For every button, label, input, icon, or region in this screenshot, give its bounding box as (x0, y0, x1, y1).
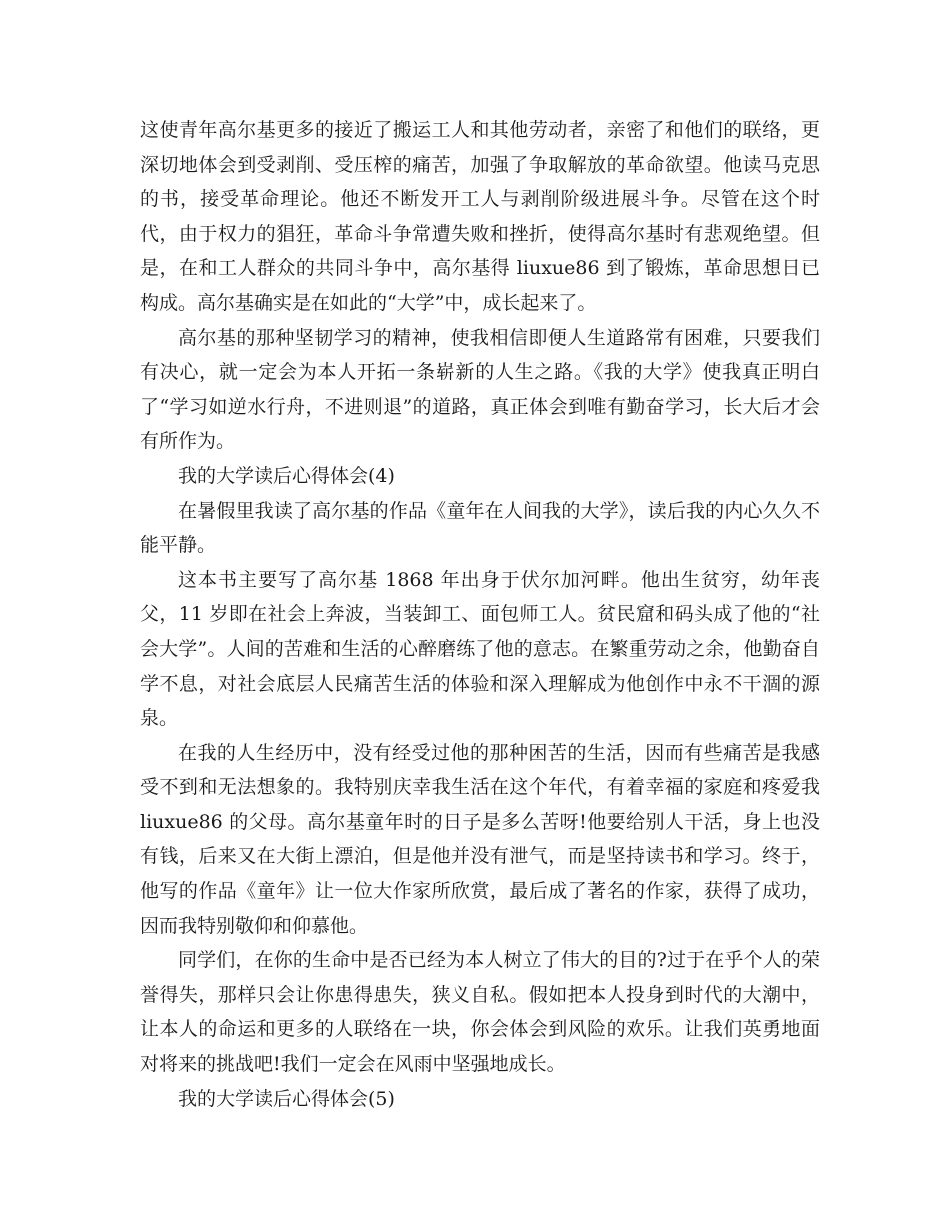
section-heading: 我的大学读后心得体会(4) (178, 464, 395, 487)
paragraph-body: 同学们，在你的生命中是否已经为本人树立了伟大的目的?过于在乎个人的荣誉得失，那样只会让你患得患失，狭义自私。假如把本人投身到时代的大潮中，让本人的命运和更多的人联络在一块，你会体会到风险的欢乐。让我们英勇地面对将来的挑战吧!我们一定会在风雨中坚强地成长。 (140, 949, 820, 1076)
paragraph-body: 在暑假里我读了高尔基的作品《童年在人间我的大学》，读后我的内心久久不能平静。 (140, 499, 820, 557)
paragraph-body: 这使青年高尔基更多的接近了搬运工人和其他劳动者，亲密了和他们的联络，更深切地体会到受剥削、受压榨的痛苦，加强了争取解放的革命欲望。他读马克思的书，接受革命理论。他还不断发开工人与剥削阶级进展斗争。尽管在这个时代，由于权力的猖狂，革命斗争常遭失败和挫折，使得高尔基时有悲观绝望。但是，在和工人群众的共同斗争中，高尔基得 liuxue86 到了锻炼，革命思想日已构成。高尔基确实是在如此的“大学”中，成长起来了。 (140, 119, 820, 314)
paragraph-body: 在我的人生经历中，没有经受过他的那种困苦的生活，因而有些痛苦是我感受不到和无法想象的。我特别庆幸我生活在这个年代，有着幸福的家庭和疼爱我 liuxue86 的父母。高尔基童年时的日子是多么苦呀!他要给别人干活，身上也没有钱，后来又在大街上漂泊，但是他并没有泄气，而是坚持读书和学习。终于，他写的作品《童年》让一位大作家所欣赏，最后成了著名的作家，获得了成功，因而我特别敬仰和仰慕他。 (140, 741, 820, 937)
section-heading: 我的大学读后心得体会(5) (178, 1087, 395, 1110)
paragraph-body: 这本书主要写了高尔基 1868 年出身于伏尔加河畔。他出生贫穷，幼年丧父，11 岁即在社会上奔波，当装卸工、面包师工人。贫民窟和码头成了他的“社会大学”。人间的苦难和生活的心醉磨练了他的意志。在繁重劳动之余，他勤奋自学不息，对社会底层人民痛苦生活的体验和深入理解成为他创作中永不干涸的源泉。 (140, 568, 820, 730)
paragraph-body: 高尔基的那种坚韧学习的精神，使我相信即便人生道路常有困难，只要我们有决心，就一定会为本人开拓一条崭新的人生之路。《我的大学》使我真正明白了“学习如逆水行舟，不进则退”的道路，真正体会到唯有勤奋学习，长大后才会有所作为。 (140, 326, 820, 453)
document-body (140, 113, 820, 1116)
